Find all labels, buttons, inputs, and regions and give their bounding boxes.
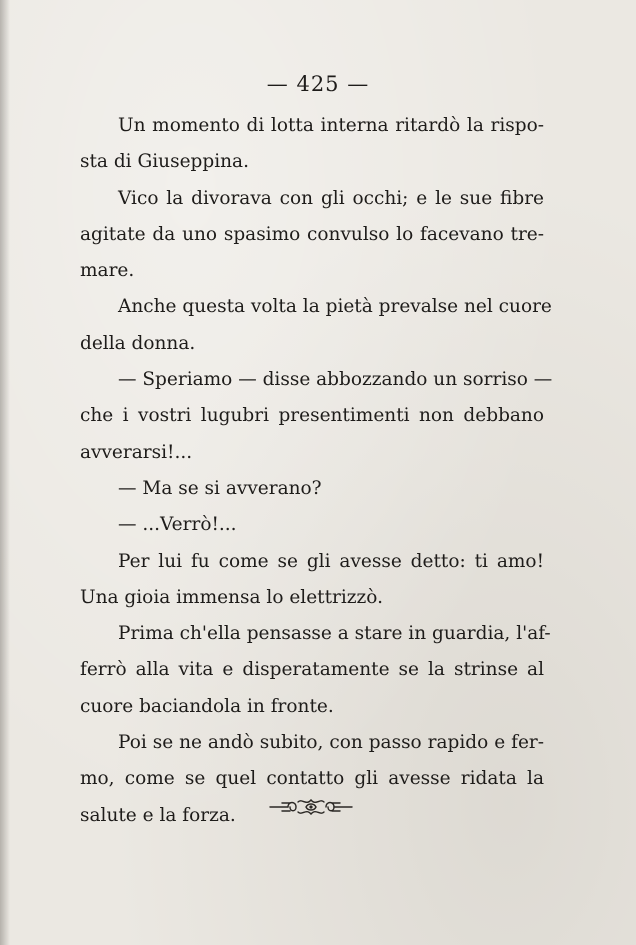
page-edge-shadow xyxy=(0,0,10,945)
text-line: — ...Verrò!... xyxy=(118,514,237,536)
text-line: — Speriamo — disse abbozzando un sorriso — xyxy=(118,369,553,391)
text-line: mare. xyxy=(80,260,135,282)
text-line: Prima ch'ella pensasse a stare in guardia, l'af- xyxy=(118,623,551,645)
page-number: — 425 — xyxy=(266,72,370,96)
text-line: della donna. xyxy=(80,332,196,354)
text-line: Un momento di lotta interna ritardò la rispo- xyxy=(118,115,544,136)
text-line: Per lui fu come se gli avesse detto: ti amo! xyxy=(118,550,544,572)
end-of-chapter-ornament-icon xyxy=(268,792,354,822)
text-line: Anche questa volta la pietà prevalse nel cuore xyxy=(118,296,552,318)
text-line: agitate da uno spasimo convulso lo facevano tre- xyxy=(80,223,544,245)
text-line: Una gioia immensa lo elettrizzò. xyxy=(80,586,383,608)
text-line: Vico la divorava con gli occhi; e le sue fibre xyxy=(118,187,544,209)
text-line: mo, come se quel contatto gli avesse ridata la xyxy=(80,768,544,790)
text-line: avverarsi!... xyxy=(80,441,193,463)
text-line: ferrò alla vita e disperatamente se la strinse al xyxy=(80,659,544,681)
text-line: salute e la forza. xyxy=(80,804,236,826)
text-line: che i vostri lugubri presentimenti non debbano xyxy=(80,405,544,427)
text-line: cuore baciandola in fronte. xyxy=(80,695,334,717)
text-line: sta di Giuseppina. xyxy=(80,151,249,173)
body-text xyxy=(80,108,553,834)
text-line: Poi se ne andò subito, con passo rapido e fer- xyxy=(118,732,544,754)
text-line: — Ma se si avverano? xyxy=(118,477,322,499)
